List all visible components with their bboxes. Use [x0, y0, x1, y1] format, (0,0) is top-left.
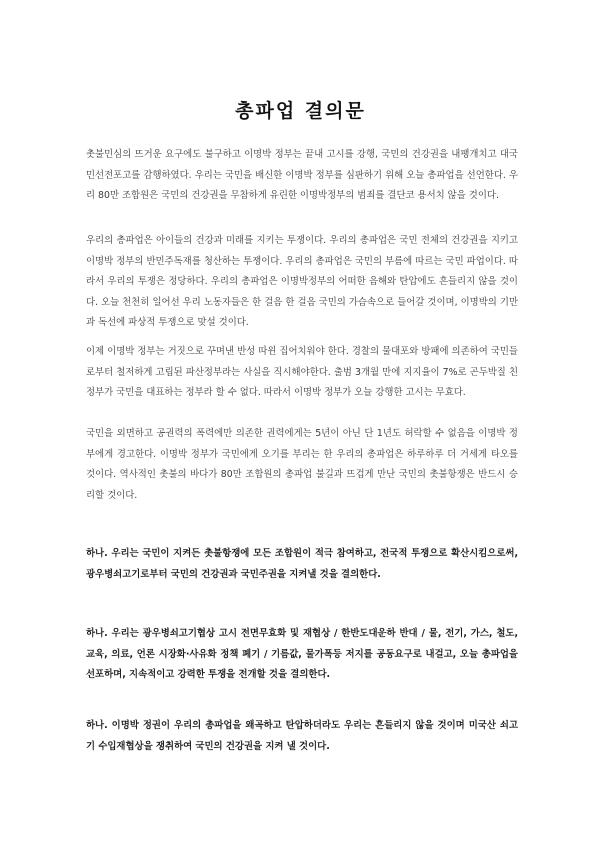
paragraph-2: 우리의 총파업은 아이들의 건강과 미래를 지키는 투쟁이다. 우리의 총파업은 국민 전체의 건강권을 지키고 이명박 정부의 반민주독재를 청산하는 투쟁이다. 우리의 총파업은 국민의 부름에 따르는 국민 파업이다. 따라서 우리의 투쟁은 정당하다. 우리의 총파업은 이명박정부의 어떠한 음해와 탄압에도 흔들리지 않을 것이다. 오늘 천천히 일어선 우리 노동자들은 한 걸음 한 걸음 국민의 가슴속으로 들어갈 것이며, 이명박의 기만과 독선에 파상적 투쟁으로 맞설 것이다.	[86, 235, 518, 328]
resolution-1: 하나. 우리는 국민이 지켜든 촛불항쟁에 모든 조합원이 적극 참여하고, 전국적 투쟁으로 확산시킴으로써, 광우병쇠고기로부터 국민의 건강권과 국민주권을 지켜낼 것을 결의한다.	[86, 548, 518, 580]
paragraph-1: 촛불민심의 뜨거운 요구에도 불구하고 이명박 정부는 끝내 고시를 강행, 국민의 건강권을 내팽개치고 대국민선전포고를 감행하였다. 우리는 국민을 배신한 이명박 정부를 심판하기 위해 오늘 총파업을 선언한다. 우리 80만 조합원은 국민의 건강권을 무참하게 유린한 이명박정부의 범죄를 결단코 용서치 않을 것이다.	[86, 149, 518, 201]
resolution-3: 하나. 이명박 정권이 우리의 총파업을 왜곡하고 탄압하더라도 우리는 흔들리지 않을 것이며 미국산 쇠고기 수입재협상을 쟁취하여 국민의 건강권을 지켜 낼 것이다.	[86, 720, 518, 752]
resolution-2: 하나. 우리는 광우병쇠고기협상 고시 전면무효화 및 재협상 / 한반도대운하 반대 / 물, 전기, 가스, 철도, 교육, 의료, 언론 시장화·사유화 정책 폐기 / 기름값, 물가폭등 저지를 공동요구로 내걸고, 오늘 총파업을 선포하며, 지속적이고 강력한 투쟁을 전개할 것을 결의한다.	[86, 628, 518, 680]
paragraph-4: 국민을 외면하고 공권력의 폭력에만 의존한 권력에게는 5년이 아닌 단 1년도 허락할 수 없음을 이명박 정부에게 경고한다. 이명박 정부가 국민에게 오기를 부리는 한 우리의 총파업은 하루하루 더 거세게 타오를 것이다. 역사적인 촛불의 바다가 80만 조합원의 총파업 불길과 뜨겁게 만난 국민의 촛불항쟁은 반드시 승리할 것이다.	[86, 428, 518, 501]
paragraph-3: 이제 이명박 정부는 거짓으로 꾸며낸 반성 따윈 집어치워야 한다. 경찰의 물대포와 방패에 의존하여 국민들로부터 철저하게 고립된 파산정부라는 사실을 직시해야한다. 출범 3개월 만에 지지율이 7%로 곤두박질 친 정부가 국민을 대표하는 정부라 할 수 없다. 따라서 이명박 정부가 오늘 강행한 고시는 무효다.	[86, 346, 518, 398]
document-title: 총파업 결의문	[235, 100, 366, 122]
